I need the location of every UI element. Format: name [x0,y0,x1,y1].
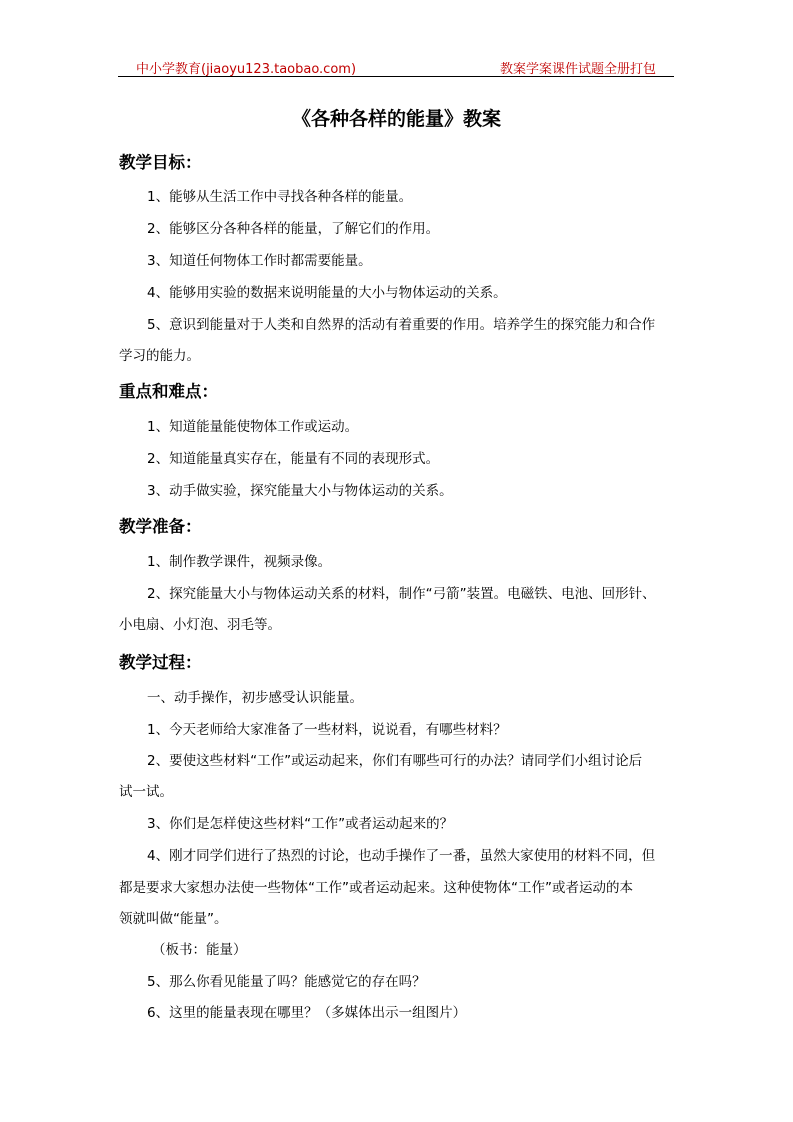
objective-item: 3、知道任何物体工作时都需要能量。 [147,253,372,269]
section-heading-key-points: 重点和难点： [119,382,218,401]
header-right-text: 教案学案课件试题全册打包 [499,62,656,77]
blackboard-note: （板书：能量） [152,942,247,958]
objective-item: 4、能够用实验的数据来说明能量的大小与物体运动的关系。 [147,285,507,301]
section-heading-preparation: 教学准备： [119,517,202,536]
key-point-item: 2、知道能量真实存在，能量有不同的表现形式。 [147,451,440,467]
preparation-item-continuation: 小电扇、小灯泡、羽毛等。 [119,617,281,633]
process-item: 2、要使这些材料“工作”或运动起来，你们有哪些可行的办法？请同学们小组讨论后 [147,753,643,769]
process-item: 4、刚才同学们进行了热烈的讨论，也动手操作了一番，虽然大家使用的材料不同，但 [147,848,656,864]
process-item-continuation: 试一试。 [119,784,173,800]
document-title: 《各种各样的能量》教案 [291,108,501,130]
process-item-continuation: 都是要求大家想办法使一些物体“工作”或者运动起来。这种使物体“工作”或者运动的本 [119,880,633,896]
process-item: 6、这里的能量表现在哪里？（多媒体出示一组图片） [147,1005,467,1021]
objective-item: 2、能够区分各种各样的能量，了解它们的作用。 [147,221,440,237]
key-point-item: 3、动手做实验，探究能量大小与物体运动的关系。 [147,483,453,499]
header-left-text: 中小学教育(jiaoyu123.taobao.com) [136,62,357,77]
objective-item: 1、能够从生活工作中寻找各种各样的能量。 [147,189,413,205]
section-heading-objectives: 教学目标： [119,153,202,172]
process-item: 一、动手操作，初步感受认识能量。 [147,690,363,706]
objective-item: 5、意识到能量对于人类和自然界的活动有着重要的作用。培养学生的探究能力和合作 [147,317,656,333]
section-heading-process: 教学过程： [119,653,202,672]
objective-item-continuation: 学习的能力。 [119,348,200,364]
process-item: 3、你们是怎样使这些材料“工作”或者运动起来的？ [147,816,454,832]
process-item-continuation: 领就叫做“能量”。 [119,911,228,927]
process-item: 5、那么你看见能量了吗？能感觉它的存在吗？ [147,974,426,990]
process-item: 1、今天老师给大家准备了一些材料，说说看，有哪些材料？ [147,722,507,738]
key-point-item: 1、知道能量能使物体工作或运动。 [147,419,359,435]
preparation-item: 2、探究能量大小与物体运动关系的材料，制作“弓箭”装置。电磁铁、电池、回形针、 [147,586,656,602]
preparation-item: 1、制作教学课件，视频录像。 [147,554,332,570]
page-header [118,54,674,77]
